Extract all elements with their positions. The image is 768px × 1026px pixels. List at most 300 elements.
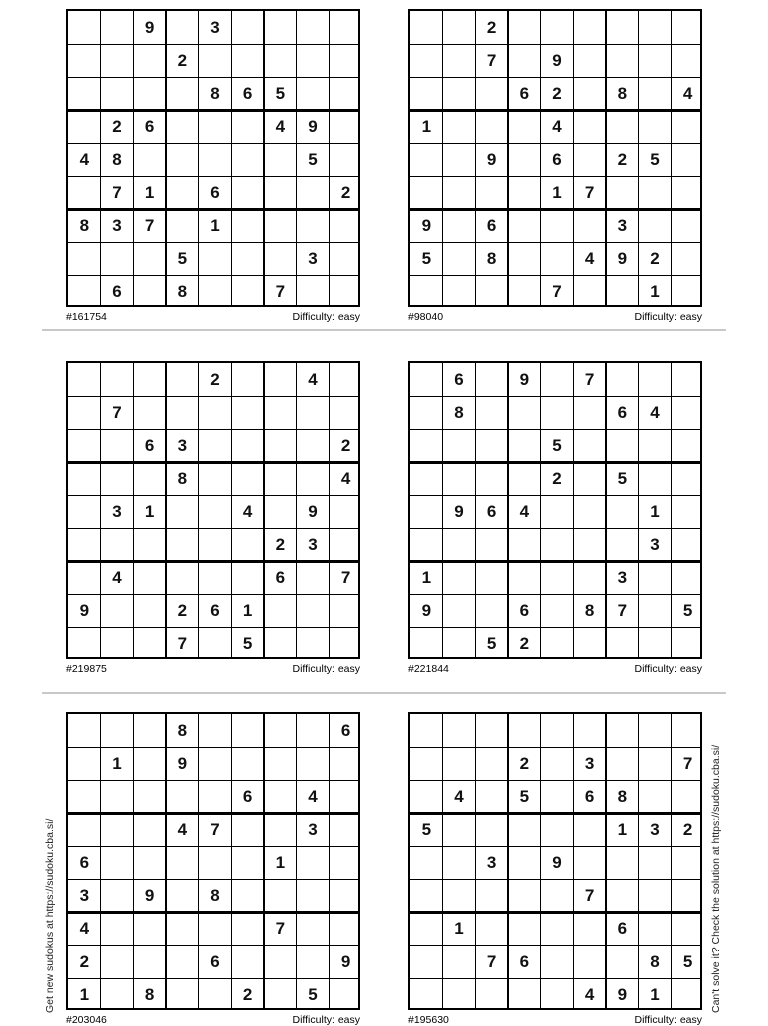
sudoku-cell[interactable]: 6	[519, 601, 530, 621]
sudoku-cell[interactable]	[508, 913, 541, 946]
sudoku-cell[interactable]	[166, 913, 199, 946]
sudoku-cell[interactable]	[68, 495, 101, 528]
sudoku-cell[interactable]: 1	[650, 501, 660, 521]
sudoku-cell[interactable]	[199, 780, 232, 813]
sudoku-cell[interactable]	[475, 714, 508, 747]
sudoku-cell[interactable]	[297, 946, 330, 979]
sudoku-cell[interactable]	[133, 747, 166, 780]
sudoku-cell[interactable]	[231, 562, 264, 595]
sudoku-cell[interactable]	[639, 210, 672, 243]
sudoku-cell[interactable]	[329, 780, 362, 813]
sudoku-cell[interactable]	[166, 846, 199, 879]
sudoku-cell[interactable]	[264, 177, 297, 210]
sudoku-cell[interactable]	[639, 628, 672, 661]
sudoku-cell[interactable]: 1	[454, 919, 464, 939]
sudoku-cell[interactable]: 5	[552, 435, 562, 455]
sudoku-cell[interactable]	[68, 628, 101, 661]
sudoku-cell[interactable]: 5	[177, 249, 188, 269]
sudoku-cell[interactable]	[133, 780, 166, 813]
sudoku-cell[interactable]	[297, 714, 330, 747]
sudoku-cell[interactable]: 1	[210, 216, 220, 236]
sudoku-cell[interactable]	[133, 714, 166, 747]
sudoku-cell[interactable]: 4	[552, 116, 562, 136]
sudoku-cell[interactable]	[606, 946, 639, 979]
sudoku-cell[interactable]: 6	[79, 852, 90, 872]
sudoku-cell[interactable]	[199, 562, 232, 595]
sudoku-cell[interactable]	[541, 529, 574, 562]
sudoku-cell[interactable]: 8	[210, 886, 220, 906]
sudoku-cell[interactable]	[329, 880, 362, 913]
sudoku-cell[interactable]: 4	[112, 568, 122, 588]
sudoku-cell[interactable]: 2	[682, 819, 693, 839]
sudoku-cell[interactable]	[475, 813, 508, 846]
sudoku-cell[interactable]	[443, 595, 476, 628]
sudoku-cell[interactable]	[541, 813, 574, 846]
sudoku-cell[interactable]	[166, 780, 199, 813]
sudoku-cell[interactable]	[297, 429, 330, 462]
sudoku-cell[interactable]	[410, 44, 443, 77]
sudoku-cell[interactable]	[231, 813, 264, 846]
sudoku-cell[interactable]: 5	[486, 634, 497, 654]
sudoku-cell[interactable]: 7	[275, 282, 286, 302]
sudoku-cell[interactable]	[443, 628, 476, 661]
sudoku-cell[interactable]	[264, 429, 297, 462]
sudoku-cell[interactable]	[133, 143, 166, 176]
sudoku-cell[interactable]: 3	[486, 852, 497, 872]
sudoku-cell[interactable]: 9	[552, 50, 562, 70]
sudoku-cell[interactable]	[508, 562, 541, 595]
sudoku-cell[interactable]: 3	[210, 17, 220, 37]
sudoku-cell[interactable]: 3	[617, 216, 628, 236]
sudoku-cell[interactable]	[133, 595, 166, 628]
sudoku-cell[interactable]: 4	[454, 786, 464, 806]
sudoku-cell[interactable]: 3	[650, 819, 660, 839]
sudoku-cell[interactable]: 2	[650, 249, 660, 269]
sudoku-cell[interactable]	[199, 628, 232, 661]
sudoku-cell[interactable]	[231, 276, 264, 309]
sudoku-cell[interactable]	[443, 562, 476, 595]
sudoku-cell[interactable]	[475, 77, 508, 110]
sudoku-cell[interactable]: 8	[177, 282, 188, 302]
sudoku-cell[interactable]: 4	[584, 249, 595, 269]
sudoku-cell[interactable]	[541, 243, 574, 276]
sudoku-cell[interactable]	[329, 846, 362, 879]
sudoku-cell[interactable]: 3	[177, 435, 188, 455]
sudoku-cell[interactable]: 8	[144, 985, 155, 1005]
sudoku-cell[interactable]	[410, 77, 443, 110]
sudoku-cell[interactable]	[68, 243, 101, 276]
sudoku-cell[interactable]	[573, 495, 606, 528]
sudoku-cell[interactable]: 9	[519, 369, 530, 389]
sudoku-cell[interactable]	[101, 77, 134, 110]
sudoku-cell[interactable]	[541, 913, 574, 946]
sudoku-cell[interactable]	[508, 396, 541, 429]
sudoku-cell[interactable]	[231, 946, 264, 979]
sudoku-cell[interactable]	[329, 747, 362, 780]
sudoku-cell[interactable]	[573, 529, 606, 562]
sudoku-cell[interactable]	[297, 595, 330, 628]
sudoku-cell[interactable]: 6	[552, 149, 562, 169]
sudoku-cell[interactable]	[541, 946, 574, 979]
sudoku-cell[interactable]	[671, 529, 704, 562]
sudoku-cell[interactable]	[101, 979, 134, 1012]
sudoku-cell[interactable]	[68, 11, 101, 44]
sudoku-cell[interactable]: 2	[486, 17, 497, 37]
sudoku-cell[interactable]	[639, 462, 672, 495]
sudoku-cell[interactable]: 2	[242, 985, 253, 1005]
sudoku-cell[interactable]	[264, 44, 297, 77]
sudoku-cell[interactable]	[508, 110, 541, 143]
sudoku-cell[interactable]	[671, 495, 704, 528]
sudoku-cell[interactable]: 9	[421, 601, 432, 621]
sudoku-cell[interactable]	[264, 143, 297, 176]
sudoku-cell[interactable]	[101, 243, 134, 276]
sudoku-cell[interactable]	[671, 714, 704, 747]
sudoku-cell[interactable]	[231, 714, 264, 747]
sudoku-cell[interactable]	[475, 595, 508, 628]
sudoku-cell[interactable]	[475, 429, 508, 462]
sudoku-cell[interactable]	[231, 210, 264, 243]
sudoku-cell[interactable]	[264, 495, 297, 528]
sudoku-cell[interactable]	[101, 846, 134, 879]
sudoku-cell[interactable]	[68, 276, 101, 309]
sudoku-cell[interactable]	[297, 396, 330, 429]
sudoku-cell[interactable]	[671, 11, 704, 44]
sudoku-cell[interactable]	[541, 210, 574, 243]
sudoku-cell[interactable]: 4	[242, 501, 253, 521]
sudoku-cell[interactable]: 3	[112, 216, 122, 236]
sudoku-cell[interactable]: 2	[275, 535, 286, 555]
sudoku-cell[interactable]	[573, 276, 606, 309]
sudoku-cell[interactable]	[475, 880, 508, 913]
sudoku-cell[interactable]	[329, 363, 362, 396]
sudoku-cell[interactable]	[101, 529, 134, 562]
sudoku-cell[interactable]	[443, 979, 476, 1012]
sudoku-cell[interactable]	[573, 429, 606, 462]
sudoku-cell[interactable]	[231, 110, 264, 143]
sudoku-cell[interactable]: 9	[144, 886, 155, 906]
sudoku-cell[interactable]	[573, 714, 606, 747]
sudoku-cell[interactable]	[508, 462, 541, 495]
sudoku-cell[interactable]	[541, 880, 574, 913]
sudoku-cell[interactable]: 7	[486, 50, 497, 70]
sudoku-cell[interactable]	[410, 396, 443, 429]
sudoku-cell[interactable]	[329, 628, 362, 661]
sudoku-cell[interactable]	[231, 396, 264, 429]
sudoku-cell[interactable]: 1	[144, 501, 155, 521]
sudoku-cell[interactable]	[671, 210, 704, 243]
sudoku-cell[interactable]: 7	[275, 919, 286, 939]
sudoku-cell[interactable]: 9	[421, 216, 432, 236]
sudoku-cell[interactable]	[297, 628, 330, 661]
sudoku-cell[interactable]: 9	[617, 249, 628, 269]
sudoku-cell[interactable]	[410, 495, 443, 528]
sudoku-cell[interactable]	[508, 846, 541, 879]
sudoku-cell[interactable]: 3	[584, 753, 595, 773]
sudoku-cell[interactable]	[166, 979, 199, 1012]
sudoku-cell[interactable]	[541, 396, 574, 429]
sudoku-cell[interactable]	[671, 628, 704, 661]
sudoku-cell[interactable]	[443, 880, 476, 913]
sudoku-cell[interactable]: 5	[308, 149, 318, 169]
sudoku-cell[interactable]	[671, 143, 704, 176]
sudoku-cell[interactable]	[264, 243, 297, 276]
sudoku-cell[interactable]: 6	[486, 501, 497, 521]
sudoku-cell[interactable]: 6	[210, 952, 220, 972]
sudoku-cell[interactable]	[231, 11, 264, 44]
sudoku-cell[interactable]	[101, 813, 134, 846]
sudoku-cell[interactable]	[508, 177, 541, 210]
sudoku-cell[interactable]	[101, 913, 134, 946]
sudoku-cell[interactable]	[166, 210, 199, 243]
sudoku-cell[interactable]	[133, 946, 166, 979]
sudoku-cell[interactable]: 9	[486, 149, 497, 169]
sudoku-cell[interactable]	[410, 880, 443, 913]
sudoku-cell[interactable]	[541, 11, 574, 44]
sudoku-cell[interactable]	[508, 714, 541, 747]
sudoku-cell[interactable]	[639, 562, 672, 595]
sudoku-cell[interactable]	[573, 462, 606, 495]
sudoku-cell[interactable]	[541, 628, 574, 661]
sudoku-cell[interactable]	[475, 363, 508, 396]
sudoku-cell[interactable]: 2	[112, 116, 122, 136]
sudoku-cell[interactable]: 7	[112, 183, 122, 203]
sudoku-cell[interactable]: 5	[275, 83, 286, 103]
sudoku-cell[interactable]: 2	[519, 634, 530, 654]
sudoku-cell[interactable]	[166, 143, 199, 176]
sudoku-cell[interactable]	[606, 846, 639, 879]
sudoku-cell[interactable]	[133, 77, 166, 110]
sudoku-cell[interactable]: 2	[79, 952, 90, 972]
sudoku-cell[interactable]	[475, 562, 508, 595]
sudoku-cell[interactable]	[606, 177, 639, 210]
sudoku-cell[interactable]: 5	[308, 985, 318, 1005]
sudoku-cell[interactable]	[199, 846, 232, 879]
sudoku-cell[interactable]	[639, 110, 672, 143]
sudoku-cell[interactable]	[639, 11, 672, 44]
sudoku-cell[interactable]	[671, 462, 704, 495]
sudoku-cell[interactable]	[166, 77, 199, 110]
sudoku-cell[interactable]	[329, 979, 362, 1012]
sudoku-cell[interactable]	[264, 714, 297, 747]
sudoku-cell[interactable]: 1	[421, 568, 432, 588]
sudoku-cell[interactable]: 3	[79, 886, 90, 906]
sudoku-cell[interactable]	[475, 747, 508, 780]
sudoku-cell[interactable]	[329, 529, 362, 562]
sudoku-cell[interactable]	[297, 210, 330, 243]
sudoku-cell[interactable]: 1	[552, 183, 562, 203]
sudoku-cell[interactable]: 1	[421, 116, 432, 136]
sudoku-cell[interactable]	[573, 913, 606, 946]
sudoku-cell[interactable]	[410, 628, 443, 661]
sudoku-cell[interactable]	[264, 946, 297, 979]
sudoku-cell[interactable]	[573, 44, 606, 77]
sudoku-cell[interactable]: 7	[584, 369, 595, 389]
sudoku-cell[interactable]	[166, 11, 199, 44]
sudoku-cell[interactable]	[410, 177, 443, 210]
sudoku-cell[interactable]	[606, 11, 639, 44]
sudoku-cell[interactable]	[329, 243, 362, 276]
sudoku-cell[interactable]	[671, 276, 704, 309]
sudoku-cell[interactable]	[671, 243, 704, 276]
sudoku-cell[interactable]	[133, 44, 166, 77]
sudoku-cell[interactable]: 5	[421, 819, 432, 839]
sudoku-cell[interactable]	[199, 495, 232, 528]
sudoku-cell[interactable]	[329, 813, 362, 846]
sudoku-cell[interactable]: 4	[519, 501, 530, 521]
sudoku-cell[interactable]	[541, 747, 574, 780]
sudoku-cell[interactable]	[329, 44, 362, 77]
sudoku-cell[interactable]: 1	[650, 282, 660, 302]
sudoku-cell[interactable]	[410, 946, 443, 979]
sudoku-cell[interactable]	[671, 429, 704, 462]
sudoku-cell[interactable]	[671, 177, 704, 210]
sudoku-cell[interactable]	[297, 562, 330, 595]
sudoku-cell[interactable]	[264, 628, 297, 661]
sudoku-cell[interactable]: 4	[682, 83, 693, 103]
sudoku-cell[interactable]	[508, 429, 541, 462]
sudoku-cell[interactable]	[101, 714, 134, 747]
sudoku-cell[interactable]	[508, 210, 541, 243]
sudoku-cell[interactable]	[264, 880, 297, 913]
sudoku-cell[interactable]	[475, 529, 508, 562]
sudoku-cell[interactable]	[264, 595, 297, 628]
sudoku-cell[interactable]: 2	[519, 753, 530, 773]
sudoku-cell[interactable]	[671, 44, 704, 77]
sudoku-cell[interactable]	[166, 880, 199, 913]
sudoku-cell[interactable]: 3	[617, 568, 628, 588]
sudoku-cell[interactable]: 3	[650, 535, 660, 555]
sudoku-cell[interactable]	[199, 276, 232, 309]
sudoku-cell[interactable]	[231, 177, 264, 210]
sudoku-cell[interactable]: 6	[242, 786, 253, 806]
sudoku-cell[interactable]: 6	[519, 952, 530, 972]
sudoku-cell[interactable]: 6	[144, 116, 155, 136]
sudoku-cell[interactable]	[231, 846, 264, 879]
sudoku-cell[interactable]	[264, 747, 297, 780]
sudoku-cell[interactable]	[639, 44, 672, 77]
sudoku-cell[interactable]	[671, 780, 704, 813]
sudoku-cell[interactable]	[443, 11, 476, 44]
sudoku-cell[interactable]	[68, 780, 101, 813]
sudoku-cell[interactable]	[508, 11, 541, 44]
sudoku-cell[interactable]	[199, 462, 232, 495]
sudoku-cell[interactable]	[671, 363, 704, 396]
sudoku-cell[interactable]	[443, 110, 476, 143]
sudoku-cell[interactable]	[101, 44, 134, 77]
sudoku-cell[interactable]: 1	[242, 601, 253, 621]
sudoku-cell[interactable]: 9	[308, 116, 318, 136]
sudoku-cell[interactable]	[443, 462, 476, 495]
sudoku-cell[interactable]: 3	[112, 501, 122, 521]
sudoku-cell[interactable]: 6	[584, 786, 595, 806]
sudoku-cell[interactable]	[68, 529, 101, 562]
sudoku-cell[interactable]	[133, 243, 166, 276]
sudoku-cell[interactable]	[297, 177, 330, 210]
sudoku-cell[interactable]: 2	[552, 83, 562, 103]
sudoku-cell[interactable]	[297, 747, 330, 780]
sudoku-cell[interactable]	[410, 780, 443, 813]
sudoku-cell[interactable]	[573, 846, 606, 879]
sudoku-cell[interactable]: 1	[617, 819, 628, 839]
sudoku-cell[interactable]	[329, 396, 362, 429]
sudoku-cell[interactable]	[410, 11, 443, 44]
sudoku-cell[interactable]	[508, 813, 541, 846]
sudoku-cell[interactable]	[573, 143, 606, 176]
sudoku-cell[interactable]: 7	[210, 819, 220, 839]
sudoku-cell[interactable]	[639, 363, 672, 396]
sudoku-cell[interactable]: 7	[552, 282, 562, 302]
sudoku-cell[interactable]: 1	[144, 183, 155, 203]
sudoku-cell[interactable]	[573, 628, 606, 661]
sudoku-cell[interactable]: 8	[486, 249, 497, 269]
sudoku-cell[interactable]	[264, 979, 297, 1012]
sudoku-cell[interactable]	[101, 628, 134, 661]
sudoku-cell[interactable]	[541, 495, 574, 528]
sudoku-cell[interactable]	[297, 11, 330, 44]
sudoku-cell[interactable]	[101, 462, 134, 495]
sudoku-cell[interactable]	[410, 529, 443, 562]
sudoku-cell[interactable]	[199, 396, 232, 429]
sudoku-cell[interactable]	[231, 363, 264, 396]
sudoku-cell[interactable]	[231, 747, 264, 780]
sudoku-cell[interactable]	[68, 363, 101, 396]
sudoku-cell[interactable]: 9	[308, 501, 318, 521]
sudoku-cell[interactable]	[541, 595, 574, 628]
sudoku-cell[interactable]	[297, 880, 330, 913]
sudoku-cell[interactable]	[508, 529, 541, 562]
sudoku-cell[interactable]	[443, 77, 476, 110]
sudoku-cell[interactable]	[606, 529, 639, 562]
sudoku-cell[interactable]	[443, 714, 476, 747]
sudoku-cell[interactable]: 4	[308, 786, 318, 806]
sudoku-cell[interactable]: 6	[617, 402, 628, 422]
sudoku-cell[interactable]: 9	[177, 753, 188, 773]
sudoku-cell[interactable]	[606, 110, 639, 143]
sudoku-cell[interactable]: 7	[112, 402, 122, 422]
sudoku-cell[interactable]	[443, 946, 476, 979]
sudoku-cell[interactable]	[297, 846, 330, 879]
sudoku-cell[interactable]: 8	[650, 952, 660, 972]
sudoku-cell[interactable]	[199, 110, 232, 143]
sudoku-cell[interactable]	[133, 462, 166, 495]
sudoku-cell[interactable]: 2	[340, 183, 351, 203]
sudoku-cell[interactable]	[199, 747, 232, 780]
sudoku-cell[interactable]	[166, 396, 199, 429]
sudoku-cell[interactable]: 6	[242, 83, 253, 103]
sudoku-cell[interactable]: 9	[340, 952, 351, 972]
sudoku-cell[interactable]	[101, 11, 134, 44]
sudoku-cell[interactable]	[199, 714, 232, 747]
sudoku-cell[interactable]	[68, 110, 101, 143]
sudoku-cell[interactable]: 8	[112, 149, 122, 169]
sudoku-cell[interactable]	[68, 77, 101, 110]
sudoku-cell[interactable]: 4	[308, 369, 318, 389]
sudoku-cell[interactable]	[101, 780, 134, 813]
sudoku-cell[interactable]	[541, 562, 574, 595]
sudoku-cell[interactable]	[68, 462, 101, 495]
sudoku-cell[interactable]	[133, 813, 166, 846]
sudoku-cell[interactable]: 4	[340, 468, 351, 488]
sudoku-cell[interactable]	[166, 946, 199, 979]
sudoku-cell[interactable]	[443, 529, 476, 562]
sudoku-cell[interactable]	[297, 276, 330, 309]
sudoku-cell[interactable]	[573, 210, 606, 243]
sudoku-cell[interactable]	[297, 913, 330, 946]
sudoku-cell[interactable]	[231, 429, 264, 462]
sudoku-cell[interactable]	[329, 595, 362, 628]
sudoku-cell[interactable]	[329, 210, 362, 243]
